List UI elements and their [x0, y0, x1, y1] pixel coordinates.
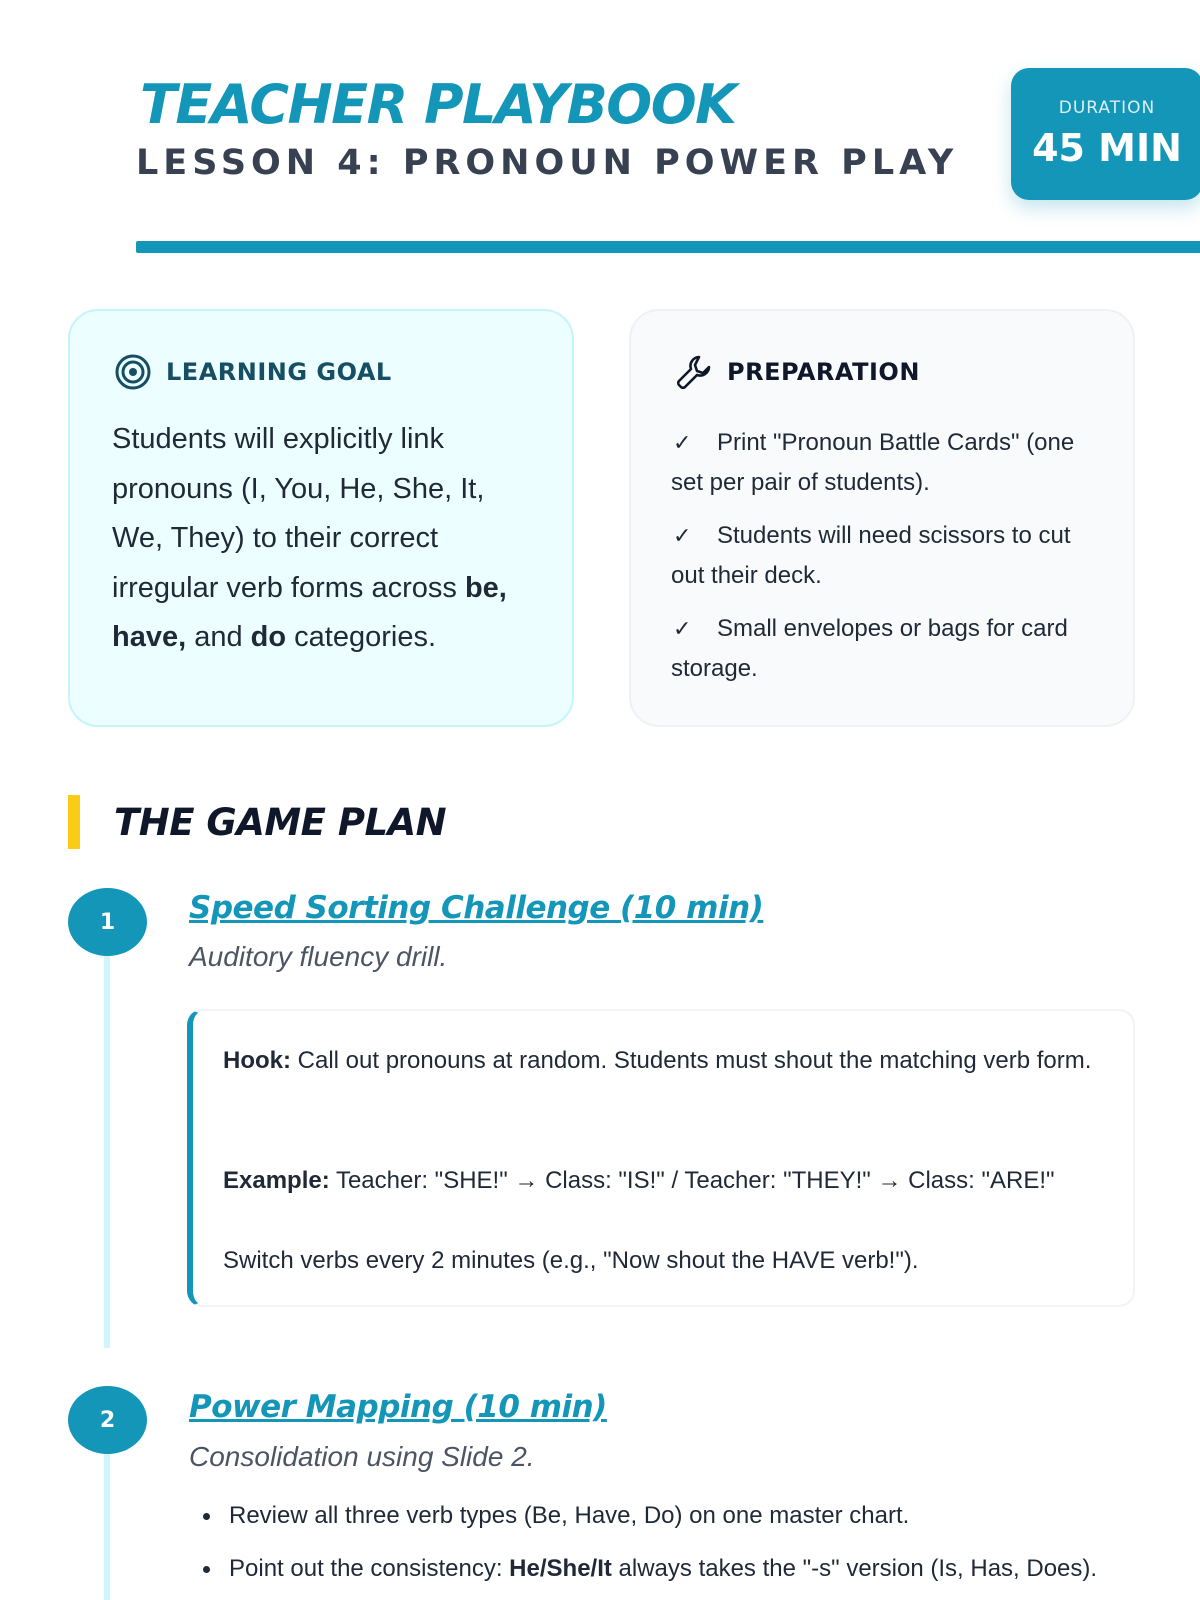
step-1-title-link[interactable]: Speed Sorting Challenge (10 min)	[189, 890, 764, 926]
learning-goal-header	[114, 353, 392, 391]
step-1-details-box	[187, 1009, 1135, 1307]
example-text: Example: Teacher: "SHE!" → Class: "IS!" / Teacher: "THEY!" → Class: "ARE!"	[223, 1167, 1055, 1194]
wrench-icon	[675, 353, 713, 391]
duration-value: 45 MIN	[1032, 126, 1182, 170]
page-title: TEACHER PLAYBOOK	[140, 73, 736, 136]
timeline-line	[104, 1430, 110, 1600]
list-item: Point out the consistency: He/She/It always takes the "-s" version (Is, Has, Does).	[203, 1549, 1133, 1589]
section-marker	[68, 795, 80, 849]
learning-goal-text: Students will explicitly link pronouns (I, You, He, She, It, We, They) to their correct irregular verb forms across be, have, and do categories.	[112, 423, 507, 653]
preparation-list	[671, 423, 1101, 702]
hook-text: Hook: Call out pronouns at random. Students must shout the matching verb form.	[223, 1047, 1092, 1074]
checkmark-icon: ✓	[673, 430, 692, 455]
game-plan-title: THE GAME PLAN	[114, 800, 447, 844]
learning-goal-title: LEARNING GOAL	[166, 358, 392, 386]
prep-item: ✓ Print "Pronoun Battle Cards" (one set per pair of students).	[671, 423, 1101, 503]
step-2-title-link[interactable]: Power Mapping (10 min)	[189, 1389, 607, 1425]
prep-item: ✓ Students will need scissors to cut out their deck.	[671, 516, 1101, 596]
step-2-subtitle: Consolidation using Slide 2.	[189, 1441, 535, 1472]
step-number-badge: 1	[68, 888, 147, 956]
duration-label: DURATION	[1058, 98, 1156, 118]
step-1-subtitle: Auditory fluency drill.	[189, 941, 448, 972]
preparation-header	[675, 353, 920, 391]
preparation-card	[629, 309, 1135, 727]
header-divider	[136, 241, 1200, 253]
preparation-title: PREPARATION	[727, 358, 920, 386]
lesson-subtitle: LESSON 4: PRONOUN POWER PLAY	[136, 143, 959, 183]
step-2-bullet-list	[203, 1496, 1133, 1600]
game-plan-heading	[68, 795, 446, 849]
timeline-line	[104, 930, 110, 1348]
list-item: Review all three verb types (Be, Have, Do) on one master chart.	[203, 1496, 1133, 1536]
duration-badge	[1011, 68, 1200, 200]
prep-item: ✓ Small envelopes or bags for card storage.	[671, 609, 1101, 689]
target-icon	[114, 353, 152, 391]
switch-text: Switch verbs every 2 minutes (e.g., "Now shout the HAVE verb!").	[223, 1247, 919, 1274]
step-number-badge: 2	[68, 1386, 147, 1454]
overview-cards	[68, 309, 1135, 727]
checkmark-icon: ✓	[673, 523, 692, 548]
header	[68, 0, 1182, 256]
learning-goal-card	[68, 309, 574, 727]
checkmark-icon: ✓	[673, 616, 692, 641]
